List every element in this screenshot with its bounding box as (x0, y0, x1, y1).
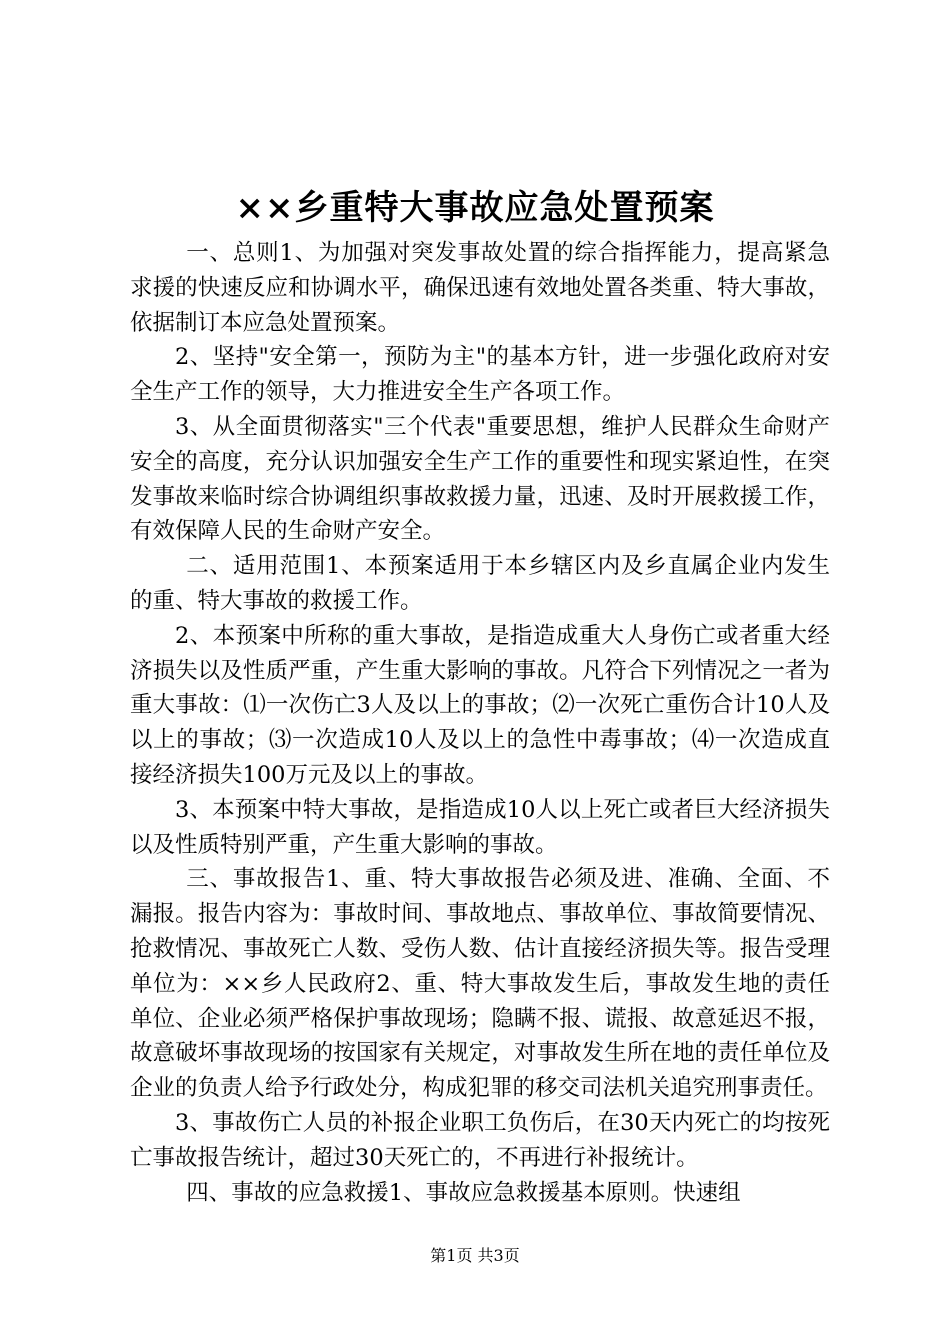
paragraph-accident-reporting: 三、事故报告1、重、特大事故报告必须及进、准确、全面、不漏报。报告内容为：事故时间、事故地点、事故单位、事故简要情况、抢救情况、事故死亡人数、受伤人数、估计直接经济损失等。报告受理单位为：××乡人民政府2、重、特大事故发生后，事故发生地的责任单位、企业必须严格保护事故现场；隐瞒不报、谎报、故意延迟不报，故意破坏事故现场的按国家有关规定，对事故发生所在地的责任单位及企业的负责人给予行政处分，构成犯罪的移交司法机关追究刑事责任。 (130, 866, 830, 1102)
document-title: ××乡重特大事故应急处置预案 (235, 188, 715, 228)
paragraph-general-provisions: 一、总则1、为加强对突发事故处置的综合指挥能力，提高紧急求援的快速反应和协调水平，确保迅速有效地处置各类重、特大事故，依据制订本应急处置预案。 (130, 240, 830, 336)
paragraph-three-represents: 3、从全面贯彻落实"三个代表"重要思想，维护人民群众生命财产安全的高度，充分认识加强安全生产工作的重要性和现实紧迫性，在突发事故来临时综合协调组织事故救援力量，迅速、及时开展救援工作，有效保障人民的生命财产安全。 (130, 413, 830, 545)
document-body (130, 236, 830, 1210)
paragraph-scope: 二、适用范围1、本预案适用于本乡辖区内及乡直属企业内发生的重、特大事故的救援工作。 (130, 553, 830, 614)
paragraph-casualty-supplement: 3、事故伤亡人员的补报企业职工负伤后，在30天内死亡的均按死亡事故报告统计，超过30天死亡的，不再进行补报统计。 (130, 1109, 830, 1171)
paragraph-major-accident-definition: 2、本预案中所称的重大事故，是指造成重大人身伤亡或者重大经济损失以及性质严重，产生重大影响的事故。凡符合下列情况之一者为重大事故：⑴一次伤亡3人及以上的事故；⑵一次死亡重伤合计10人及以上的事故；⑶一次造成10人及以上的急性中毒事故；⑷一次造成直接经济损失100万元及以上的事故。 (130, 622, 830, 788)
page-indicator: 第1页 共3页 (430, 1246, 520, 1265)
paragraph-emergency-rescue: 四、事故的应急救援1、事故应急救援基本原则。快速组 (186, 1179, 741, 1206)
paragraph-safety-first: 2、坚持"安全第一，预防为主"的基本方针，进一步强化政府对安全生产工作的领导，大力推进安全生产各项工作。 (130, 344, 830, 406)
paragraph-extraordinary-accident-definition: 3、本预案中特大事故，是指造成10人以上死亡或者巨大经济损失以及性质特别严重，产生重大影响的事故。 (130, 796, 830, 858)
